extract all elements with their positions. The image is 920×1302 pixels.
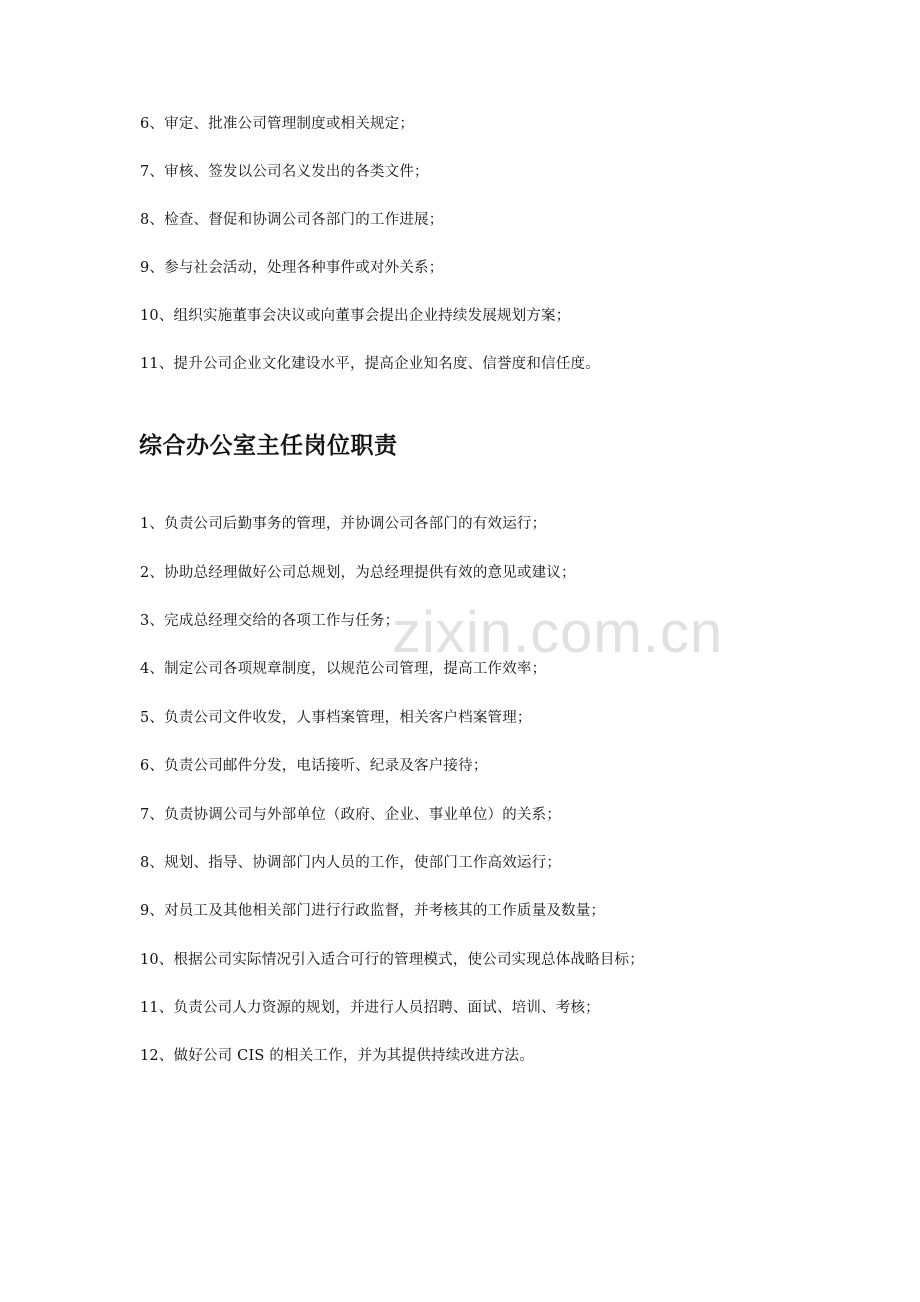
duty-item-8: 8、检查、督促和协调公司各部门的工作进展； — [140, 212, 444, 228]
office-duty-item-6: 6、负责公司邮件分发，电话接听、纪录及客户接待； — [140, 758, 488, 774]
office-duty-item-9: 9、对员工及其他相关部门进行行政监督，并考核其的工作质量及数量； — [140, 903, 606, 919]
office-duty-item-5: 5、负责公司文件收发，人事档案管理，相关客户档案管理； — [140, 710, 532, 726]
office-duty-item-12: 12、做好公司 CIS 的相关工作，并为其提供持续改进方法。 — [140, 1048, 534, 1064]
office-duty-item-7: 7、负责协调公司与外部单位（政府、企业、事业单位）的关系； — [140, 807, 562, 823]
watermark: zixin.com.cn — [392, 600, 724, 665]
office-duty-item-3: 3、完成总经理交给的各项工作与任务； — [140, 613, 400, 629]
office-duty-item-1: 1、负责公司后勤事务的管理，并协调公司各部门的有效运行； — [140, 516, 547, 532]
office-duty-item-2: 2、协助总经理做好公司总规划，为总经理提供有效的意见或建议； — [140, 565, 576, 581]
office-duty-item-10: 10、根据公司实际情况引入适合可行的管理模式，使公司实现总体战略目标； — [140, 952, 644, 968]
office-duty-item-11: 11、负责公司人力资源的规划，并进行人员招聘、面试、培训、考核； — [140, 1000, 600, 1016]
duty-item-10: 10、组织实施董事会决议或向董事会提出企业持续发展规划方案； — [140, 308, 571, 324]
section-heading: 综合办公室主任岗位职责 — [139, 433, 398, 459]
office-duty-item-4: 4、制定公司各项规章制度，以规范公司管理，提高工作效率； — [140, 661, 547, 677]
duty-item-11: 11、提升公司企业文化建设水平，提高企业知名度、信誉度和信任度。 — [140, 356, 600, 372]
duty-item-6: 6、审定、批准公司管理制度或相关规定； — [140, 116, 415, 132]
office-duty-item-8: 8、规划、指导、协调部门内人员的工作，使部门工作高效运行； — [140, 855, 562, 871]
duty-item-9: 9、参与社会活动，处理各种事件或对外关系； — [140, 260, 444, 276]
duty-item-7: 7、审核、签发以公司名义发出的各类文件； — [140, 164, 429, 180]
